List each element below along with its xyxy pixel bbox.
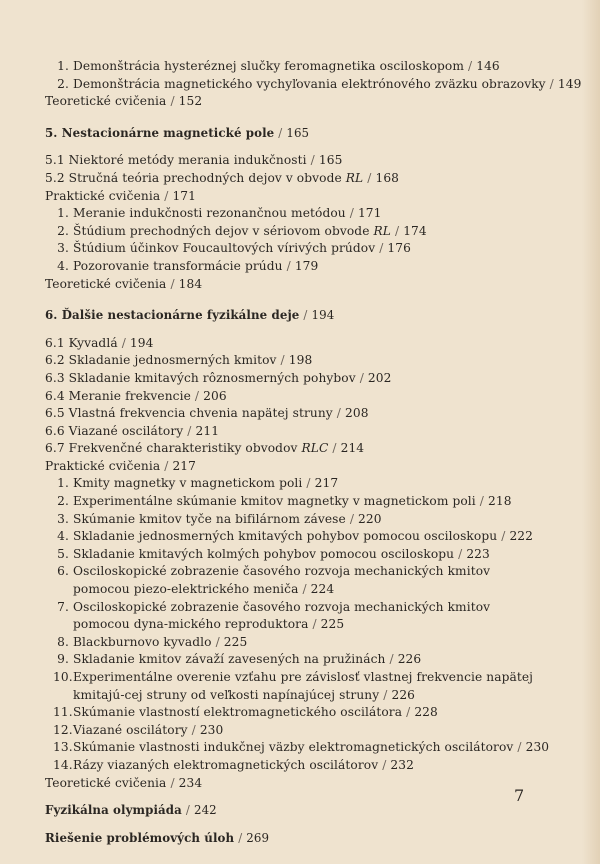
item-page: 223 [466, 546, 490, 561]
toc-item [45, 240, 535, 258]
toc-item [45, 634, 535, 652]
item-title: Pozorovanie transformácie prúdu [73, 258, 283, 273]
olympiad-page: 242 [193, 803, 217, 818]
item-number: 6. [57, 564, 69, 579]
item-number: 13. [53, 740, 73, 755]
toc-item [45, 563, 535, 598]
separator: / [382, 757, 387, 772]
toc-item [45, 599, 535, 634]
section-page: 165 [318, 153, 343, 168]
item-title-italic: RL [373, 223, 391, 238]
toc-item [45, 205, 535, 223]
toc-section [45, 152, 535, 170]
toc-exercises [45, 276, 535, 294]
item-number: 8. [57, 634, 69, 649]
item-number: 5. [57, 546, 69, 561]
separator: / [303, 308, 308, 323]
toc-item [45, 704, 535, 722]
toc-item [45, 475, 535, 493]
section-page: 206 [203, 388, 227, 403]
item-title: Blackburnovo kyvadlo [73, 634, 212, 649]
table-of-contents [45, 58, 582, 847]
item-number: 11. [53, 705, 73, 720]
item-page: 232 [390, 757, 414, 772]
separator: / [349, 511, 355, 526]
separator: / [383, 687, 388, 702]
separator: / [280, 353, 285, 368]
section-title: Stručná teória prechodných dejov v obvode [68, 170, 346, 185]
exercises-title: Teoretické cvičenia [45, 276, 167, 291]
item-page: 226 [391, 687, 416, 702]
item-page: 149 [557, 76, 582, 91]
section-page: 202 [367, 370, 392, 385]
section-title-italic: RLC [301, 441, 329, 456]
toc-practical [45, 188, 535, 206]
toc-item [45, 223, 535, 241]
separator: / [306, 476, 311, 491]
section-title: Skladanie jednosmerných kmitov [68, 353, 277, 368]
separator: / [170, 775, 175, 790]
item-title: Skladanie kmitavých kolmých pohybov pomocou osciloskopu [73, 546, 455, 561]
section-page: 208 [345, 406, 369, 421]
separator: / [310, 153, 315, 168]
olympiad-heading [45, 802, 535, 820]
item-title: Skúmanie vlastností elektromagnetického oscilátora [73, 705, 403, 720]
item-page: 230 [199, 722, 224, 737]
toc-section [45, 423, 535, 441]
chapter-6-items [45, 475, 550, 774]
separator: / [406, 705, 411, 720]
separator: / [359, 370, 364, 385]
separator: / [286, 258, 291, 273]
item-page: 218 [488, 494, 512, 509]
item-number: 2. [57, 223, 69, 238]
item-page: 230 [525, 740, 550, 755]
section-number: 5.2 [45, 170, 65, 185]
section-number: 6.7 [45, 441, 65, 456]
item-title: Experimentálne overenie vzťahu pre závislosť vlastnej frekvencie napätej kmitajú-cej struny od veľkosti napínajúcej struny [73, 670, 534, 702]
exercises-title: Teoretické cvičenia [45, 775, 167, 790]
separator: / [164, 188, 169, 203]
item-number: 7. [57, 599, 69, 614]
toc-section [45, 352, 535, 370]
separator: / [389, 652, 394, 667]
separator: / [312, 617, 317, 632]
practical-page: 171 [172, 188, 197, 203]
section-title: Vlastná frekvencia chvenia napätej struny [68, 406, 333, 421]
toc-section [45, 405, 535, 423]
item-title: Štúdium účinkov Foucaultových vírivých prúdov [73, 241, 376, 256]
section-page: 214 [340, 441, 365, 456]
item-page: 171 [357, 206, 382, 221]
page-number: 7 [514, 786, 525, 805]
section-number: 6.4 [45, 388, 65, 403]
item-number: 9. [57, 652, 69, 667]
item-number: 2. [57, 76, 69, 91]
section-number: 6.6 [45, 423, 65, 438]
section-page: 211 [195, 423, 220, 438]
exercises-page: 184 [178, 276, 203, 291]
practical-page: 217 [172, 458, 197, 473]
section-number: 5.1 [45, 153, 65, 168]
separator: / [185, 803, 190, 818]
separator: / [187, 423, 192, 438]
item-title: Štúdium prechodných dejov v sériovom obvode [73, 223, 374, 238]
item-page: 224 [310, 582, 335, 597]
toc-item [45, 722, 535, 740]
item-title: Skladanie jednosmerných kmitavých pohybov pomocou osciloskopu [73, 529, 498, 544]
section-title: Viazané oscilátory [68, 423, 184, 438]
item-page: 226 [397, 652, 422, 667]
separator: / [468, 59, 473, 73]
toc-section [45, 370, 535, 388]
separator: / [164, 458, 169, 473]
page-edge-shadow [582, 0, 600, 864]
item-title: Experimentálne skúmanie kmitov magnetky v magnetickom poli [73, 494, 476, 509]
item-number: 1. [57, 59, 69, 73]
solutions-page: 269 [246, 830, 270, 845]
section-title: Niektoré metódy merania indukčnosti [68, 153, 307, 168]
separator: / [379, 241, 384, 256]
item-page: 225 [320, 617, 345, 632]
section-number: 6.3 [45, 370, 65, 385]
section-number: 6.1 [45, 335, 65, 350]
exercises-page: 234 [178, 775, 203, 790]
item-page: 174 [403, 223, 427, 238]
section-title: Frekvenčné charakteristiky obvodov [68, 441, 302, 456]
solutions-heading [45, 830, 535, 848]
separator: / [549, 76, 554, 91]
chapter-heading-6 [45, 307, 535, 325]
toc-item [45, 493, 535, 511]
item-page: 176 [387, 241, 411, 256]
toc-practical [45, 458, 535, 476]
item-title: Meranie indukčnosti rezonančnou metódou [73, 206, 346, 221]
item-title: Demonštrácia magnetického vychyľovania elektrónového zväzku obrazovky [73, 76, 546, 91]
toc-item [45, 739, 550, 757]
section-number: 6.2 [45, 353, 65, 368]
section-title: Kyvadlá [68, 335, 118, 350]
toc-item [45, 757, 535, 775]
practical-title: Praktické cvičenia [45, 188, 161, 203]
item-page: 220 [358, 511, 382, 526]
toc-section [45, 335, 535, 353]
separator: / [238, 830, 243, 845]
toc-section [45, 388, 535, 406]
separator: / [517, 740, 522, 755]
section-page: 198 [288, 353, 313, 368]
separator: / [170, 94, 175, 109]
section-title: Meranie frekvencie [68, 388, 191, 403]
separator: / [170, 276, 175, 291]
toc-item [45, 76, 582, 94]
item-number: 3. [57, 511, 69, 526]
separator: / [332, 441, 337, 456]
toc-item [45, 546, 535, 564]
item-number: 1. [57, 476, 69, 491]
item-title: Rázy viazaných elektromagnetických oscilátorov [73, 757, 379, 772]
item-number: 4. [57, 529, 69, 544]
separator: / [501, 529, 506, 544]
item-page: 222 [509, 529, 533, 544]
item-number: 2. [57, 494, 69, 509]
chapter-title: 6. Ďalšie nestacionárne fyzikálne deje [45, 308, 300, 323]
toc-section [45, 170, 535, 188]
toc-exercises [45, 93, 535, 111]
item-title: Osciloskopické zobrazenie časového rozvoja mechanických kmitov pomocou dyna-mického reproduktora [73, 599, 491, 632]
toc-item [45, 651, 535, 669]
separator: / [479, 494, 485, 509]
separator: / [394, 223, 400, 238]
chapter-page: 194 [311, 308, 335, 323]
item-number: 4. [57, 258, 69, 273]
chapter-heading-5 [45, 125, 535, 143]
item-title: Viazané oscilátory [73, 722, 188, 737]
item-number: 3. [57, 241, 69, 256]
chapter-title: 5. Nestacionárne magnetické pole [45, 125, 275, 140]
section-title-italic: RL [345, 170, 364, 185]
item-number: 10. [53, 670, 73, 684]
separator: / [458, 546, 463, 561]
section-page: 194 [129, 335, 154, 350]
item-page: 146 [476, 59, 500, 73]
separator: / [191, 722, 196, 737]
item-title: Skúmanie kmitov tyče na bifilárnom závese [73, 511, 346, 526]
separator: / [336, 406, 342, 421]
separator: / [121, 335, 126, 350]
toc-item [45, 528, 535, 546]
section-page: 168 [375, 170, 400, 185]
separator: / [302, 582, 307, 597]
item-page: 225 [223, 634, 248, 649]
toc-item [45, 669, 535, 704]
separator: / [278, 125, 283, 140]
toc-item [45, 58, 535, 76]
item-page: 179 [294, 258, 319, 273]
separator: / [194, 388, 200, 403]
separator: / [367, 170, 372, 185]
section-number: 6.5 [45, 406, 65, 421]
separator: / [349, 206, 354, 221]
item-page: 228 [414, 705, 438, 720]
olympiad-title: Fyzikálna olympiáda [45, 803, 182, 818]
item-page: 217 [314, 476, 339, 491]
solutions-title: Riešenie problémových úloh [45, 830, 235, 845]
item-number: 12. [53, 722, 73, 737]
toc-section [45, 440, 535, 458]
toc-item [45, 511, 535, 529]
separator: / [215, 634, 220, 649]
item-title: Kmity magnetky v magnetickom poli [73, 476, 303, 491]
item-number: 1. [57, 206, 69, 221]
practical-title: Praktické cvičenia [45, 458, 161, 473]
item-number: 14. [53, 757, 73, 772]
item-title: Demonštrácia hysteréznej slučky feromagnetika osciloskopom [73, 59, 464, 73]
section-title: Skladanie kmitavých rôznosmerných pohybov [68, 370, 356, 385]
exercises-title: Teoretické cvičenia [45, 94, 167, 109]
chapter-page: 165 [286, 125, 310, 140]
toc-item [45, 258, 535, 276]
item-title: Skúmanie vlastnosti indukčnej väzby elektromagnetických oscilátorov [73, 740, 514, 755]
toc-exercises [45, 775, 535, 793]
chapter-6-sections [45, 335, 535, 458]
item-title: Osciloskopické zobrazenie časového rozvoja mechanických kmitov pomocou piezo-elektrického meniča [73, 564, 491, 597]
item-title: Skladanie kmitov závaží zavesených na pružinách [73, 652, 386, 667]
exercises-page: 152 [178, 94, 203, 109]
